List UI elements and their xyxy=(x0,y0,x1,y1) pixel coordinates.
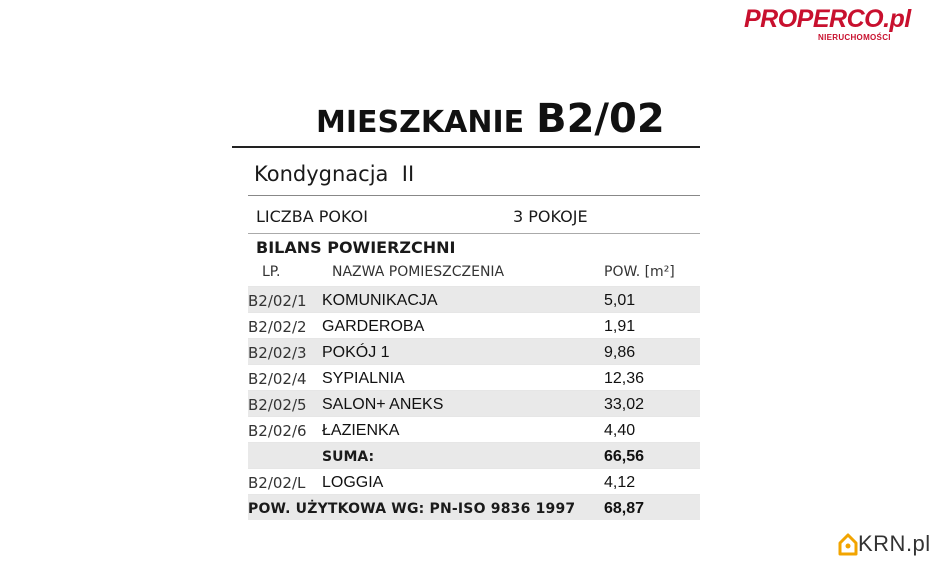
total-area: 66,56 xyxy=(604,448,645,465)
row-name: LOGGIA xyxy=(322,474,384,491)
title-label: MIESZKANIE xyxy=(316,105,525,140)
section-heading: BILANS POWIERZCHNI xyxy=(256,238,456,257)
row-lp: B2/02/L xyxy=(248,474,306,492)
table-row xyxy=(248,312,700,338)
row-lp: B2/02/6 xyxy=(248,422,307,440)
header-name: NAZWA POMIESZCZENIA xyxy=(332,264,505,280)
table-row xyxy=(248,338,700,364)
row-name: SYPIALNIA xyxy=(322,370,405,387)
area-table xyxy=(248,260,700,520)
row-area: 1,91 xyxy=(604,318,636,335)
table-row-loggia xyxy=(248,468,700,494)
row-lp: B2/02/2 xyxy=(248,318,307,336)
table-row xyxy=(248,364,700,390)
logo-subtext: NIERUCHOMOŚCI xyxy=(818,33,891,42)
table-total-row xyxy=(248,442,700,468)
page-title xyxy=(232,92,700,148)
row-lp: B2/02/4 xyxy=(248,370,307,388)
rooms-divider xyxy=(248,233,700,234)
row-lp: B2/02/3 xyxy=(248,344,307,362)
logo-text: PROPERCO.pl xyxy=(744,5,911,33)
row-lp: B2/02/1 xyxy=(248,292,307,310)
floor-label: Kondygnacja II xyxy=(254,162,415,186)
floor-divider xyxy=(248,195,700,196)
table-usable-row xyxy=(248,494,700,520)
watermark-text: KRN.pl xyxy=(858,531,931,556)
row-name: SALON+ ANEKS xyxy=(322,396,444,413)
total-label: SUMA: xyxy=(322,449,375,465)
table-header xyxy=(248,260,700,286)
header-lp: LP. xyxy=(262,264,281,280)
row-area: 5,01 xyxy=(604,292,636,309)
row-name: KOMUNIKACJA xyxy=(322,292,438,309)
title-divider xyxy=(232,146,700,148)
row-area: 4,40 xyxy=(604,422,636,439)
rooms-count-label: LICZBA POKOI xyxy=(256,207,368,226)
usable-area: 68,87 xyxy=(604,500,645,517)
row-area: 12,36 xyxy=(604,370,645,387)
usable-label: POW. UŻYTKOWA WG: PN-ISO 9836 1997 xyxy=(248,501,576,517)
rooms-count-value: 3 POKOJE xyxy=(513,207,588,226)
row-area: 33,02 xyxy=(604,396,645,413)
table-row xyxy=(248,390,700,416)
row-name: POKÓJ 1 xyxy=(322,344,390,361)
properco-logo xyxy=(744,4,944,46)
row-area: 9,86 xyxy=(604,344,636,361)
header-area: POW. [m²] xyxy=(604,264,675,280)
table-row xyxy=(248,286,700,312)
title-code: B2/02 xyxy=(536,96,665,142)
row-area: 4,12 xyxy=(604,474,636,491)
row-name: ŁAZIENKA xyxy=(322,422,400,439)
table-row xyxy=(248,416,700,442)
row-lp: B2/02/5 xyxy=(248,396,307,414)
row-name: GARDEROBA xyxy=(322,318,425,335)
house-icon xyxy=(838,532,858,556)
krn-watermark xyxy=(838,528,946,562)
